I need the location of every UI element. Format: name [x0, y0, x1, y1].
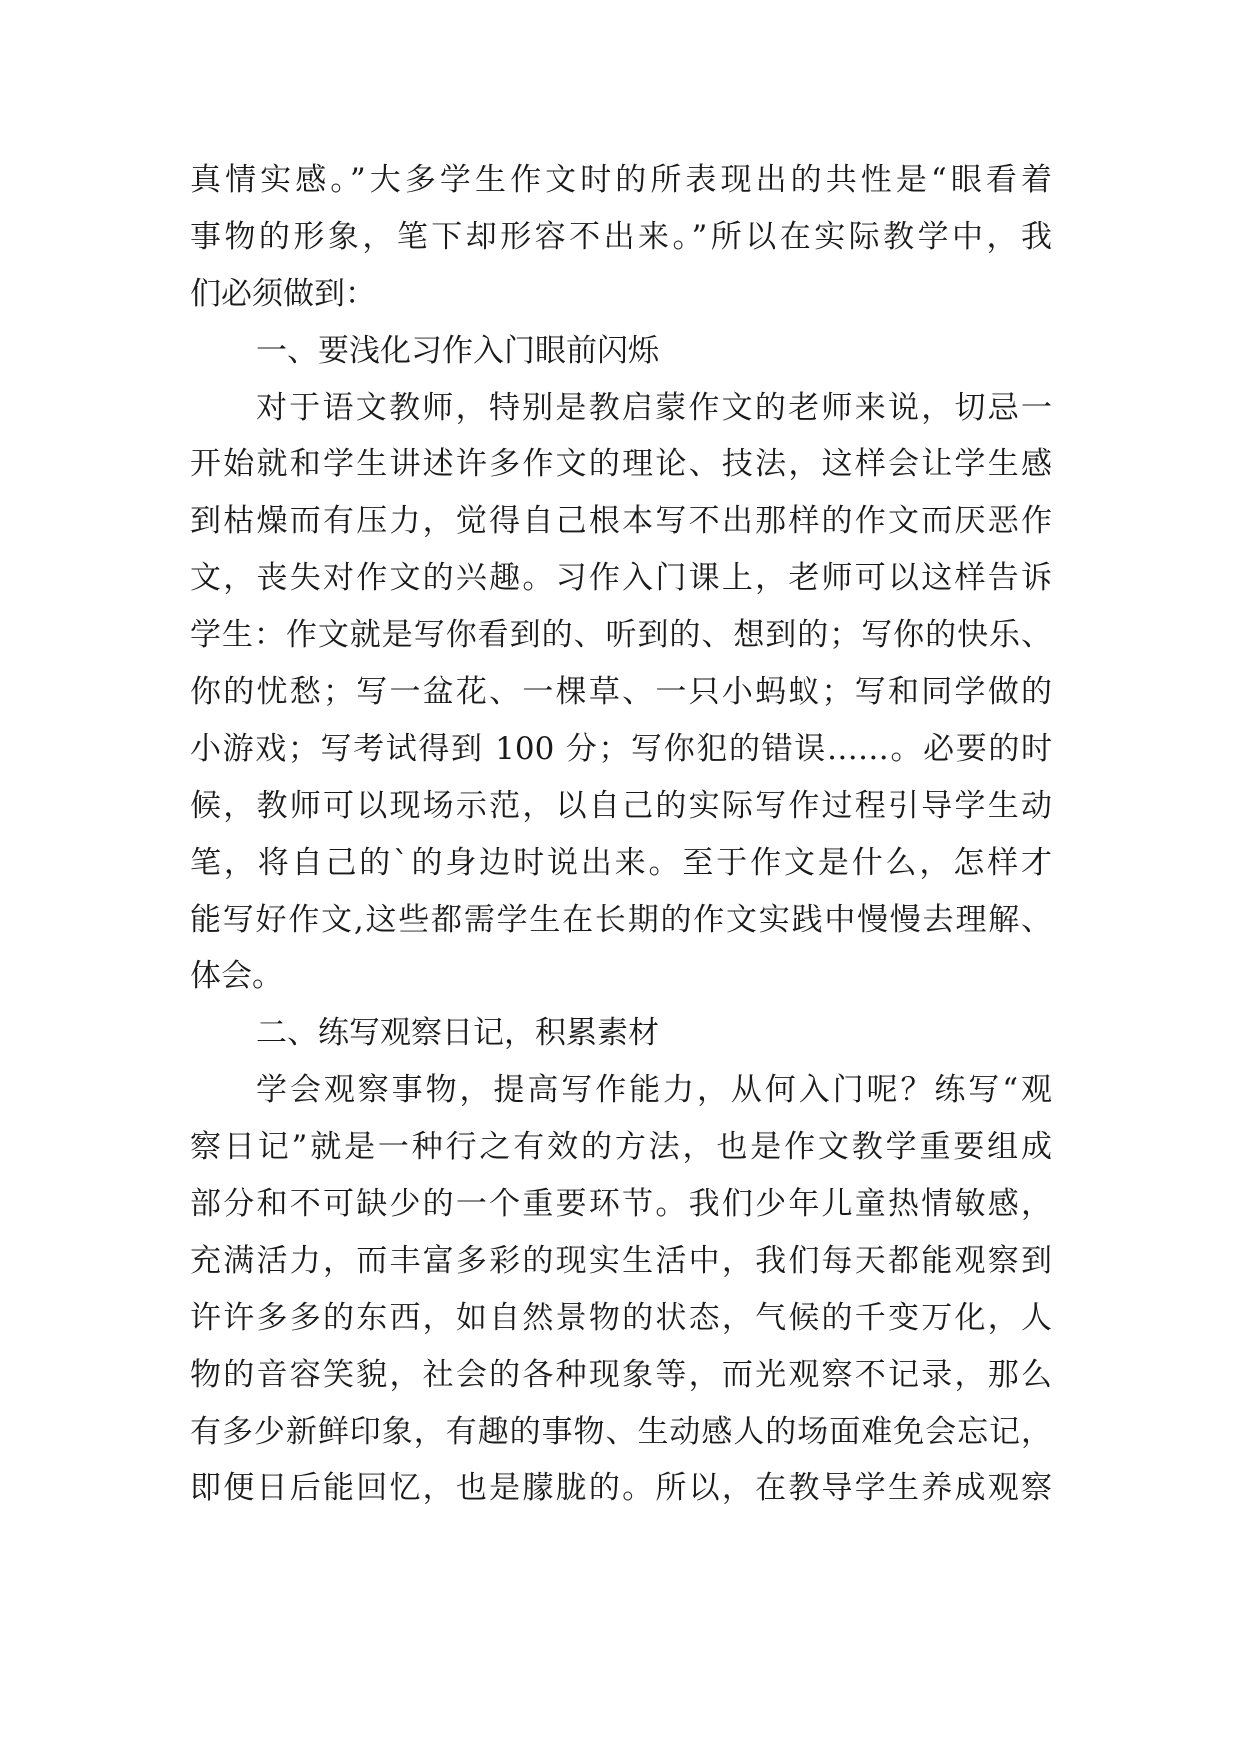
paragraph-line: 小游戏；写考试得到 100 分；写你犯的错误……。必要的时: [190, 730, 1052, 767]
paragraph-line: 充满活力，而丰富多彩的现实生活中，我们每天都能观察到: [190, 1242, 1052, 1279]
paragraph-line: 有多少新鲜印象，有趣的事物、生动感人的场面难免会忘记，: [190, 1413, 1052, 1450]
paragraph-line: 许许多多的东西，如自然景物的状态，气候的千变万化，人: [190, 1299, 1052, 1336]
paragraph-line: 学会观察事物，提高写作能力，从何入门呢？练写“观: [256, 1072, 1052, 1109]
paragraph-line: 部分和不可缺少的一个重要环节。我们少年儿童热情敏感，: [190, 1186, 1052, 1223]
paragraph-line: 能写好作文,这些都需学生在长期的作文实践中慢慢去理解、: [190, 901, 1052, 938]
paragraph-line: 即便日后能回忆，也是朦胧的。所以，在教导学生养成观察: [190, 1470, 1052, 1507]
paragraph-line: 到枯燥而有压力，觉得自己根本写不出那样的作文而厌恶作: [190, 503, 1052, 540]
paragraph-line: 开始就和学生讲述许多作文的理论、技法，这样会让学生感: [190, 446, 1052, 483]
paragraph-line: 物的音容笑貌，社会的各种现象等，而光观察不记录，那么: [190, 1356, 1052, 1393]
paragraph-line: 们必须做到：: [190, 275, 376, 312]
paragraph-line: 文，丧失对作文的兴趣。习作入门课上，老师可以这样告诉: [190, 560, 1052, 597]
paragraph-line: 你的忧愁；写一盆花、一棵草、一只小蚂蚁；写和同学做的: [190, 674, 1052, 711]
paragraph-line: 笔，将自己的`的身边时说出来。至于作文是什么，怎样才: [190, 844, 1052, 881]
paragraph-line: 对于语文教师，特别是教启蒙作文的老师来说，切忌一: [256, 389, 1052, 426]
paragraph-line: 真情实感。”大多学生作文时的所表现出的共性是“眼看着: [190, 162, 1052, 198]
paragraph-line: 体会。: [190, 958, 283, 995]
section-heading: 一、要浅化习作入门眼前闪烁: [256, 332, 659, 369]
body-text: [190, 152, 1052, 1517]
paragraph-line: 事物的形象，笔下却形容不出来。”所以在实际教学中，我: [190, 218, 1052, 255]
paragraph-line: 候，教师可以现场示范，以自己的实际写作过程引导学生动: [190, 787, 1052, 824]
paragraph-line: 察日记”就是一种行之有效的方法，也是作文教学重要组成: [190, 1129, 1052, 1166]
section-heading: 二、练写观察日记，积累素材: [256, 1015, 659, 1052]
paragraph-line: 学生：作文就是写你看到的、听到的、想到的；写你的快乐、: [190, 617, 1052, 654]
